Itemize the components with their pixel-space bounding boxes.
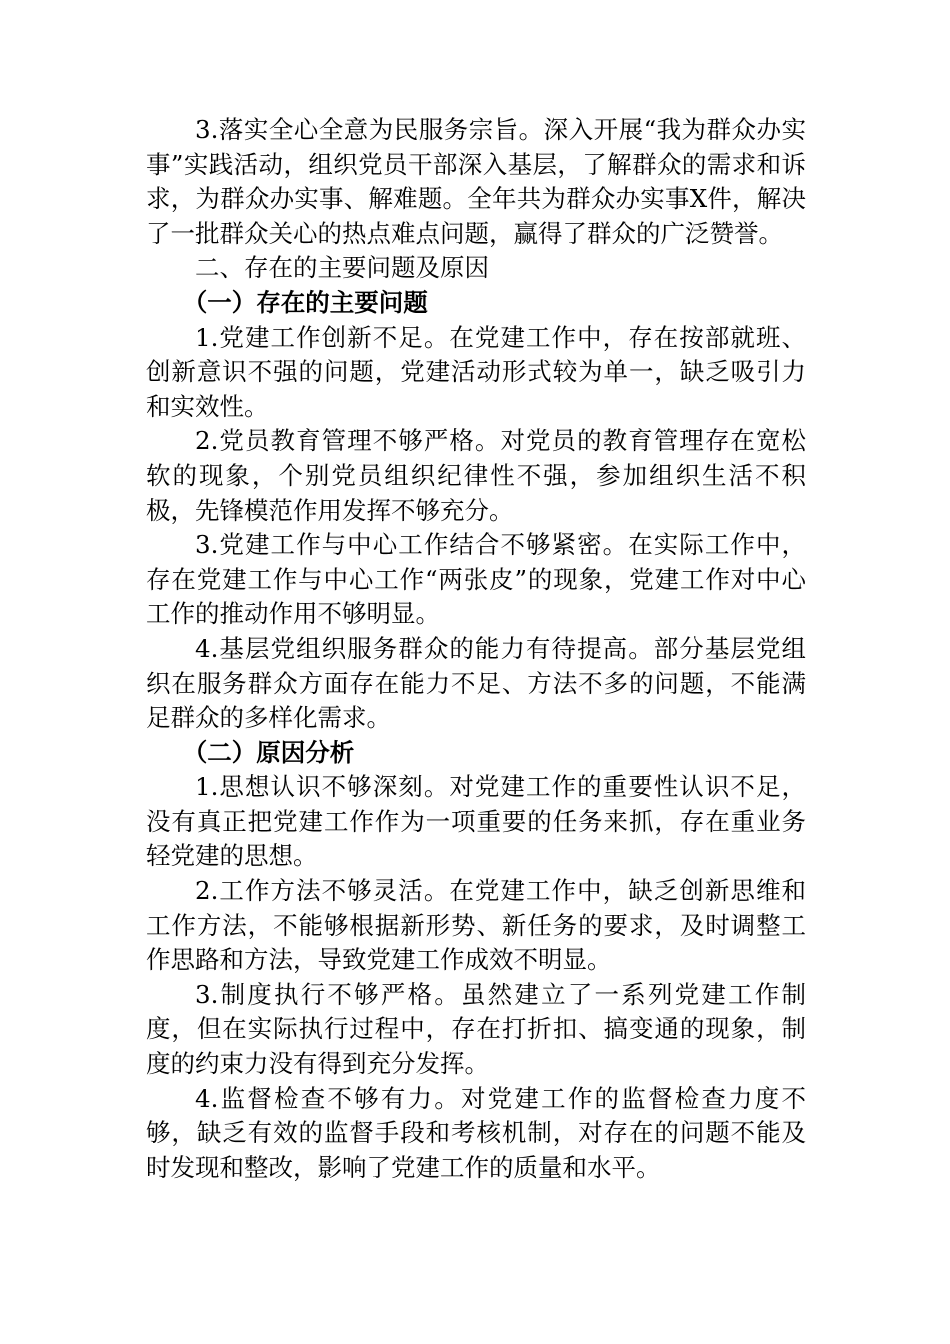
section-heading-problems-and-causes: 二、存在的主要问题及原因: [195, 253, 489, 283]
paragraph-problem-3: 3.党建工作与中心工作结合不够紧密。在实际工作中，存在党建工作与中心工作“两张皮”的现象，党建工作对中心工作的推动作用不够明显。: [146, 530, 806, 629]
paragraph-cause-4: 4.监督检查不够有力。对党建工作的监督检查力度不够，缺乏有效的监督手段和考核机制，对存在的问题不能及时发现和整改，影响了党建工作的质量和水平。: [146, 1083, 806, 1182]
paragraph-cause-2: 2.工作方法不够灵活。在党建工作中，缺乏创新思维和工作方法，不能够根据新形势、新任务的要求，及时调整工作思路和方法，导致党建工作成效不明显。: [146, 876, 806, 975]
paragraph-problem-1: 1.党建工作创新不足。在党建工作中，存在按部就班、创新意识不强的问题，党建活动形式较为单一，缺乏吸引力和实效性。: [146, 322, 806, 421]
subsection-heading-main-problems: （一）存在的主要问题: [182, 287, 428, 317]
paragraph-problem-4: 4.基层党组织服务群众的能力有待提高。部分基层党组织在服务群众方面存在能力不足、方法不多的问题，不能满足群众的多样化需求。: [146, 633, 806, 733]
subsection-heading-cause-analysis: （二）原因分析: [182, 737, 355, 767]
paragraph-cause-1: 1.思想认识不够深刻。对党建工作的重要性认识不足，没有真正把党建工作作为一项重要的任务来抓，存在重业务轻党建的思想。: [146, 772, 806, 871]
paragraph-cause-3: 3.制度执行不够严格。虽然建立了一系列党建工作制度，但在实际执行过程中，存在打折扣、搞变通的现象，制度的约束力没有得到充分发挥。: [146, 979, 806, 1079]
document-page: [146, 113, 806, 1185]
paragraph-problem-2: 2.党员教育管理不够严格。对党员的教育管理存在宽松软的现象，个别党员组织纪律性不强，参加组织生活不积极，先锋模范作用发挥不够充分。: [146, 426, 806, 525]
paragraph-serve-masses: 3.落实全心全意为民服务宗旨。深入开展“我为群众办实事”实践活动，组织党员干部深入基层，了解群众的需求和诉求，为群众办实事、解难题。全年共为群众办实事X件，解决了一批群众关心的热点难点问题，赢得了群众的广泛赞誉。: [146, 115, 806, 248]
